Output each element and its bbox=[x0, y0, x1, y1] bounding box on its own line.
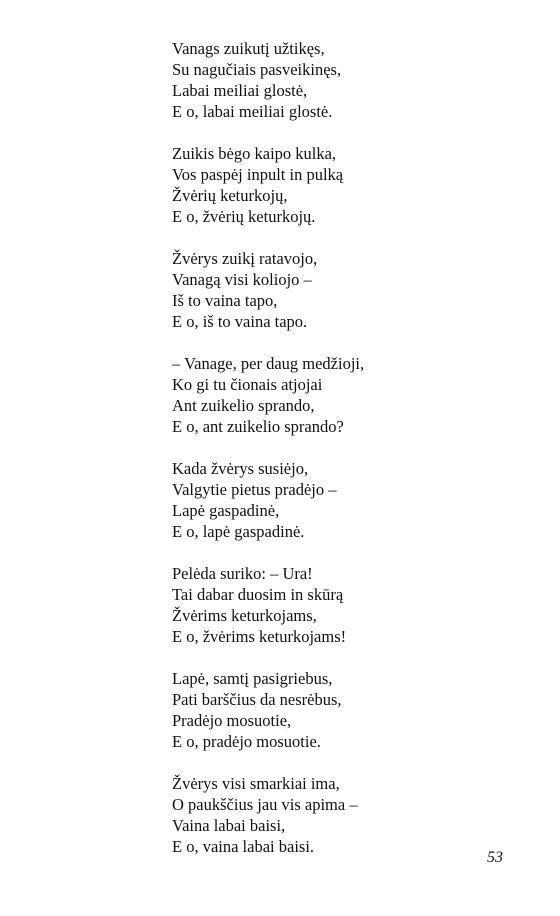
verse-line: E o, vaina labai baisi. bbox=[172, 837, 315, 856]
verse-line: Ko gi tu čionais atjojai bbox=[172, 375, 323, 394]
page-number: 53 bbox=[487, 849, 503, 866]
verse-line: Valgytie pietus pradėjo – bbox=[172, 480, 337, 499]
verse-line: Tai dabar duosim in skūrą bbox=[172, 585, 344, 604]
verse-line: Lapė, samtį pasigriebus, bbox=[172, 669, 333, 688]
verse-line: Pelėda suriko: – Ura! bbox=[172, 564, 313, 583]
stanza-5 bbox=[172, 458, 542, 542]
stanza-3 bbox=[172, 248, 542, 332]
stanza-7 bbox=[172, 668, 542, 752]
verse-line: E o, pradėjo mosuotie. bbox=[172, 732, 321, 751]
verse-line: Pradėjo mosuotie, bbox=[172, 711, 292, 730]
verse-line: Vos paspėj inpult in pulką bbox=[172, 165, 344, 184]
verse-line: Vanags zuikutį užtikęs, bbox=[172, 39, 325, 58]
stanza-4 bbox=[172, 353, 542, 437]
verse-line: E o, žvėrims keturkojams! bbox=[172, 627, 347, 646]
verse-line: Kada žvėrys susiėjo, bbox=[172, 459, 309, 478]
stanza-2 bbox=[172, 143, 542, 227]
verse-line: Ant zuikelio sprando, bbox=[172, 396, 315, 415]
stanza-1 bbox=[172, 38, 542, 122]
verse-line: Iš to vaina tapo, bbox=[172, 291, 278, 310]
verse-line: E o, lapė gaspadinė. bbox=[172, 522, 305, 541]
verse-line: Pati barščius da nesrėbus, bbox=[172, 690, 342, 709]
verse-line: Žvėrims keturkojams, bbox=[172, 606, 317, 625]
verse-line: Vaina labai baisi, bbox=[172, 816, 286, 835]
verse-line: – Vanage, per daug medžioji, bbox=[172, 354, 365, 373]
verse-line: E o, labai meiliai glostė. bbox=[172, 102, 333, 121]
verse-line: E o, ant zuikelio sprando? bbox=[172, 417, 344, 436]
verse-line: Labai meiliai glostė, bbox=[172, 81, 308, 100]
verse-line: Su nagučiais pasveikinęs, bbox=[172, 60, 342, 79]
verse-line: E o, iš to vaina tapo. bbox=[172, 312, 308, 331]
verse-line: Lapė gaspadinė, bbox=[172, 501, 280, 520]
verse-line: Zuikis bėgo kaipo kulka, bbox=[172, 144, 337, 163]
verse-line: O paukščius jau vis apima – bbox=[172, 795, 358, 814]
stanza-8 bbox=[172, 773, 542, 857]
verse-line: Vanagą visi koliojo – bbox=[172, 270, 312, 289]
verse-line: E o, žvėrių keturkojų. bbox=[172, 207, 316, 226]
verse-line: Žvėrių keturkojų, bbox=[172, 186, 288, 205]
verse-line: Žvėrys visi smarkiai ima, bbox=[172, 774, 340, 793]
poem bbox=[172, 38, 542, 878]
stanza-6 bbox=[172, 563, 542, 647]
verse-line: Žvėrys zuikį ratavojo, bbox=[172, 249, 318, 268]
